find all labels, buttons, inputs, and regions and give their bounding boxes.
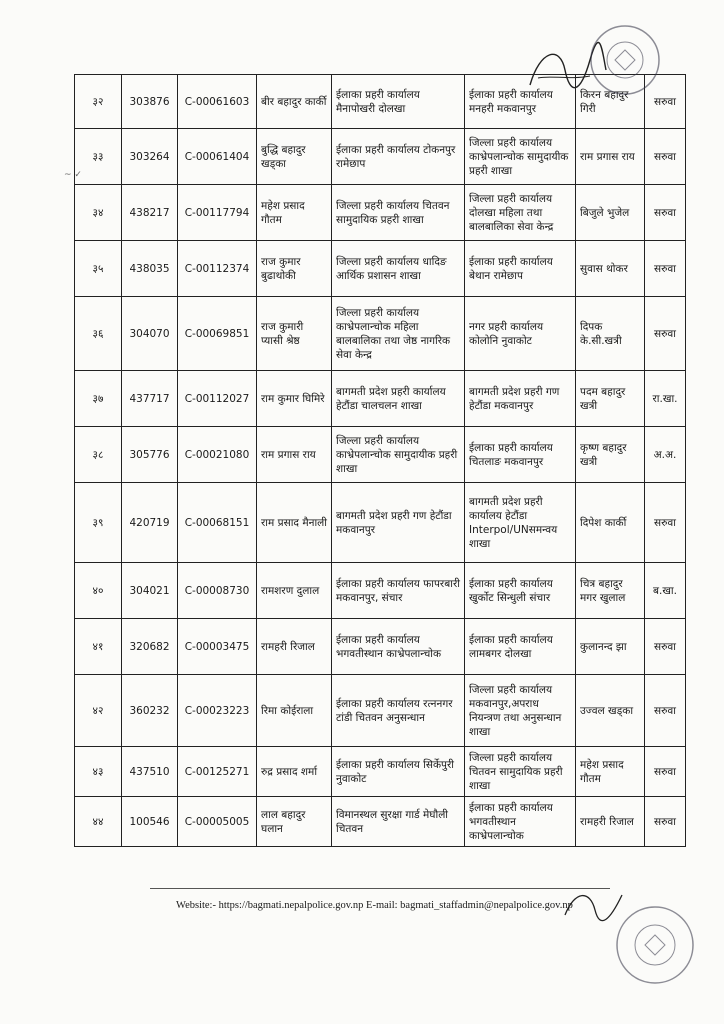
replacement-name-cell: दिपक के.सी.खत्री (576, 297, 645, 371)
staff-code-cell: C-00008730 (178, 563, 257, 619)
police-id-cell: 438035 (122, 241, 178, 297)
table-row (75, 241, 686, 297)
employee-name-cell: लाल बहादुर घलान (257, 797, 332, 847)
serial-number-cell: ३३ (75, 129, 122, 185)
police-id-cell: 305776 (122, 427, 178, 483)
current-office-cell: ईलाका प्रहरी कार्यालय रत्ननगर टांडी चितवन अनुसन्धान (332, 675, 465, 747)
employee-name-cell: राम कुमार घिमिरे (257, 371, 332, 427)
replacement-name-cell: चित्र बहादुर मगर खुलाल (576, 563, 645, 619)
staff-code-cell: C-00069851 (178, 297, 257, 371)
table-row (75, 619, 686, 675)
remark-cell: अ.अ. (645, 427, 686, 483)
current-office-cell: ईलाका प्रहरी कार्यालय सिर्केपुरी नुवाकोट (332, 747, 465, 797)
staff-code-cell: C-00021080 (178, 427, 257, 483)
transfer-table (74, 74, 686, 847)
table-row (75, 483, 686, 563)
employee-name-cell: राज कुमारी प्यासी श्रेष्ठ (257, 297, 332, 371)
remark-cell: सरुवा (645, 797, 686, 847)
staff-code-cell: C-00061404 (178, 129, 257, 185)
new-office-cell: बागमती प्रदेश प्रहरी कार्यालय हेटौंडा Interpol/UNसमन्वय शाखा (465, 483, 576, 563)
remark-cell: सरुवा (645, 675, 686, 747)
current-office-cell: बागमती प्रदेश प्रहरी कार्यालय हेटौंडा चालचलन शाखा (332, 371, 465, 427)
current-office-cell: ईलाका प्रहरी कार्यालय फापरबारी मकवानपुर, संचार (332, 563, 465, 619)
remark-cell: सरुवा (645, 297, 686, 371)
police-id-cell: 100546 (122, 797, 178, 847)
current-office-cell: बागमती प्रदेश प्रहरी गण हेटौंडा मकवानपुर (332, 483, 465, 563)
replacement-name-cell: कृष्ण बहादुर खत्री (576, 427, 645, 483)
new-office-cell: ईलाका प्रहरी कार्यालय बेथान रामेछाप (465, 241, 576, 297)
police-id-cell: 437510 (122, 747, 178, 797)
remark-cell: सरुवा (645, 483, 686, 563)
employee-name-cell: बुद्धि बहादुर खड्का (257, 129, 332, 185)
remark-cell: सरुवा (645, 185, 686, 241)
table-row (75, 185, 686, 241)
new-office-cell: नगर प्रहरी कार्यालय कोलोनि नुवाकोट (465, 297, 576, 371)
table-row (75, 675, 686, 747)
table-row (75, 747, 686, 797)
current-office-cell: ईलाका प्रहरी कार्यालय भगवतीस्थान काभ्रेपलान्चोक (332, 619, 465, 675)
police-id-cell: 304070 (122, 297, 178, 371)
police-id-cell: 320682 (122, 619, 178, 675)
police-id-cell: 304021 (122, 563, 178, 619)
table-row (75, 563, 686, 619)
current-office-cell: जिल्ला प्रहरी कार्यालय चितवन सामुदायिक प्रहरी शाखा (332, 185, 465, 241)
table-row (75, 297, 686, 371)
employee-name-cell: राम प्रगास राय (257, 427, 332, 483)
remark-cell: सरुवा (645, 129, 686, 185)
remark-cell: सरुवा (645, 241, 686, 297)
employee-name-cell: रामशरण दुलाल (257, 563, 332, 619)
staff-code-cell: C-00061603 (178, 75, 257, 129)
current-office-cell: जिल्ला प्रहरी कार्यालय धादिङ आर्थिक प्रशासन शाखा (332, 241, 465, 297)
margin-mark: ~ ✓ (64, 170, 82, 180)
new-office-cell: जिल्ला प्रहरी कार्यालय काभ्रेपलान्चोक सामुदायीक प्रहरी शाखा (465, 129, 576, 185)
employee-name-cell: बीर बहादुर कार्की (257, 75, 332, 129)
serial-number-cell: ३७ (75, 371, 122, 427)
new-office-cell: ईलाका प्रहरी कार्यालय मनहरी मकवानपुर (465, 75, 576, 129)
serial-number-cell: ३२ (75, 75, 122, 129)
new-office-cell: जिल्ला प्रहरी कार्यालय मकवानपुर,अपराध नियन्त्रण तथा अनुसन्धान शाखा (465, 675, 576, 747)
new-office-cell: ईलाका प्रहरी कार्यालय भगवतीस्थान काभ्रेपलान्चोक (465, 797, 576, 847)
police-id-cell: 420719 (122, 483, 178, 563)
table-row (75, 427, 686, 483)
serial-number-cell: ४४ (75, 797, 122, 847)
replacement-name-cell: कुलानन्द झा (576, 619, 645, 675)
remark-cell: सरुवा (645, 747, 686, 797)
new-office-cell: ईलाका प्रहरी कार्यालय खुर्कोट सिन्धुली संचार (465, 563, 576, 619)
replacement-name-cell: किरन बहादुर गिरी (576, 75, 645, 129)
employee-name-cell: रामहरी रिजाल (257, 619, 332, 675)
new-office-cell: ईलाका प्रहरी कार्यालय लामबगर दोलखा (465, 619, 576, 675)
new-office-cell: जिल्ला प्रहरी कार्यालय दोलखा महिला तथा बालबालिका सेवा केन्द्र (465, 185, 576, 241)
official-stamp-top (585, 20, 665, 100)
new-office-cell: ईलाका प्रहरी कार्यालय चितलाङ मकवानपुर (465, 427, 576, 483)
employee-name-cell: रुद्र प्रसाद शर्मा (257, 747, 332, 797)
police-id-cell: 303264 (122, 129, 178, 185)
remark-cell: सरुवा (645, 619, 686, 675)
new-office-cell: बागमती प्रदेश प्रहरी गण हेटौंडा मकवानपुर (465, 371, 576, 427)
serial-number-cell: ४० (75, 563, 122, 619)
serial-number-cell: ४२ (75, 675, 122, 747)
remark-cell: सरुवा (645, 75, 686, 129)
police-id-cell: 360232 (122, 675, 178, 747)
police-id-cell: 437717 (122, 371, 178, 427)
current-office-cell: ईलाका प्रहरी कार्यालय मैनापोखरी दोलखा (332, 75, 465, 129)
current-office-cell: जिल्ला प्रहरी कार्यालय काभ्रेपलान्चोक महिला बालबालिका तथा जेष्ठ नागरिक सेवा केन्द्र (332, 297, 465, 371)
replacement-name-cell: महेश प्रसाद गौतम (576, 747, 645, 797)
serial-number-cell: ४१ (75, 619, 122, 675)
current-office-cell: विमानस्थल सुरक्षा गार्ड मेघौली चितवन (332, 797, 465, 847)
serial-number-cell: ३८ (75, 427, 122, 483)
staff-code-cell: C-00023223 (178, 675, 257, 747)
employee-name-cell: रिमा कोईराला (257, 675, 332, 747)
staff-code-cell: C-00112027 (178, 371, 257, 427)
current-office-cell: जिल्ला प्रहरी कार्यालय काभ्रेपलान्चोक सामुदायीक प्रहरी शाखा (332, 427, 465, 483)
table-row (75, 129, 686, 185)
employee-name-cell: महेश प्रसाद गौतम (257, 185, 332, 241)
staff-code-cell: C-00003475 (178, 619, 257, 675)
footer-divider (150, 888, 610, 889)
table-row (75, 797, 686, 847)
serial-number-cell: ३४ (75, 185, 122, 241)
serial-number-cell: ४३ (75, 747, 122, 797)
employee-name-cell: राज कुमार बुढाथोकी (257, 241, 332, 297)
footer-contact: Website:- https://bagmati.nepalpolice.gov.np E-mail: bagmati_staffadmin@nepalpolice.gov.np (176, 900, 573, 911)
staff-code-cell: C-00117794 (178, 185, 257, 241)
current-office-cell: ईलाका प्रहरी कार्यालय टोकनपुर रामेछाप (332, 129, 465, 185)
staff-code-cell: C-00068151 (178, 483, 257, 563)
staff-code-cell: C-00112374 (178, 241, 257, 297)
remark-cell: ब.खा. (645, 563, 686, 619)
transfer-table-body (75, 75, 686, 847)
employee-name-cell: राम प्रसाद मैनाली (257, 483, 332, 563)
replacement-name-cell: उज्वल खड्का (576, 675, 645, 747)
remark-cell: रा.खा. (645, 371, 686, 427)
replacement-name-cell: सुवास थोकर (576, 241, 645, 297)
replacement-name-cell: बिजुले भुजेल (576, 185, 645, 241)
new-office-cell: जिल्ला प्रहरी कार्यालय चितवन सामुदायिक प्रहरी शाखा (465, 747, 576, 797)
serial-number-cell: ३९ (75, 483, 122, 563)
police-id-cell: 438217 (122, 185, 178, 241)
staff-code-cell: C-00005005 (178, 797, 257, 847)
staff-code-cell: C-00125271 (178, 747, 257, 797)
table-row (75, 371, 686, 427)
replacement-name-cell: रामहरी रिजाल (576, 797, 645, 847)
official-stamp-bottom (610, 900, 700, 990)
replacement-name-cell: पदम बहादुर खत्री (576, 371, 645, 427)
replacement-name-cell: राम प्रगास राय (576, 129, 645, 185)
replacement-name-cell: दिपेश कार्की (576, 483, 645, 563)
serial-number-cell: ३५ (75, 241, 122, 297)
serial-number-cell: ३६ (75, 297, 122, 371)
police-id-cell: 303876 (122, 75, 178, 129)
